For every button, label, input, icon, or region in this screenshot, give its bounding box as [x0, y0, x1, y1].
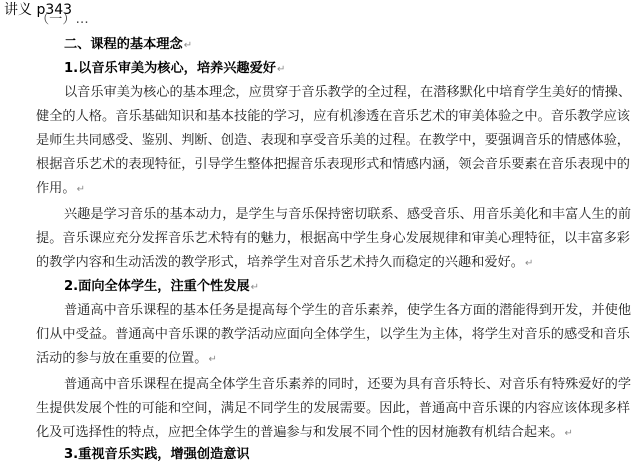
- body-line: 兴趣是学习音乐的基本动力，是学生与音乐保持密切联系、感受音乐、用音乐美化和丰富人生的前: [64, 207, 632, 222]
- section-heading: 二、课程的基本理念↵: [64, 37, 193, 52]
- body-line: 根据音乐艺术的表现特征，引导学生整体把握音乐表现形式和情感内涵，领会音乐要素在音乐表现中的: [36, 157, 630, 172]
- body-line: 的教学内容和生动活泼的教学形式，培养学生对音乐艺术持久而稳定的兴趣和爱好。↵: [36, 255, 534, 270]
- paragraph-mark-icon: ↵: [564, 428, 573, 439]
- item-2-heading: 2.面向全体学生，注重个性发展↵: [64, 279, 260, 294]
- body-line: 化及可选择性的特点，应把全体学生的普遍参与和发展不同个性的因材施教有机结合起来。↵: [36, 425, 573, 440]
- item-3-heading: 3.重视音乐实践，增强创造意识: [64, 447, 250, 462]
- body-line: 们从中受益。普通高中音乐课的教学活动应面向全体学生，以学生为主体，将学生对音乐的感受和音乐: [36, 327, 630, 342]
- body-line: 普通高中音乐课程在提高全体学生音乐素养的同时，还要为具有音乐特长、对音乐有特殊爱好的学: [64, 377, 632, 392]
- paragraph-mark-icon: ↵: [250, 282, 260, 293]
- body-line: 活动的参与放在重要的位置。↵: [36, 351, 217, 366]
- body-line: 以音乐审美为核心的基本理念，应贯穿于音乐教学的全过程，在潜移默化中培育学生美好的情操、: [64, 85, 632, 100]
- paragraph-mark-icon: ↵: [524, 258, 534, 269]
- body-line: 作用。↵: [36, 181, 85, 196]
- paragraph-mark-icon: ↵: [208, 354, 217, 365]
- cut-off-top-line: （一）…: [36, 12, 89, 27]
- paragraph-mark-icon: ↵: [76, 184, 85, 195]
- body-line: 普通高中音乐课程的基本任务是提高每个学生的音乐素养，使学生各方面的潜能得到开发，并使他: [64, 303, 632, 318]
- item-1-heading: 1.以音乐审美为核心，培养兴趣爱好↵: [64, 61, 286, 76]
- paragraph-mark-icon: ↵: [183, 40, 193, 51]
- body-line: 生提供发展个性的可能和空间，满足不同学生的发展需要。因此，普通高中音乐课的内容应该体现多样: [36, 401, 630, 416]
- page-caption: 讲义 p343: [4, 2, 73, 18]
- body-line: 健全的人格。音乐基础知识和基本技能的学习，应有机渗透在音乐艺术的审美体验之中。音乐教学应该: [36, 109, 630, 124]
- body-line: 是师生共同感受、鉴别、判断、创造、表现和享受音乐美的过程。在教学中，要强调音乐的情感体验，: [36, 133, 630, 148]
- paragraph-mark-icon: ↵: [277, 64, 286, 75]
- body-line: 提。音乐课应充分发挥音乐艺术特有的魅力，根据高中学生身心发展规律和审美心理特征，以丰富多彩: [36, 231, 630, 246]
